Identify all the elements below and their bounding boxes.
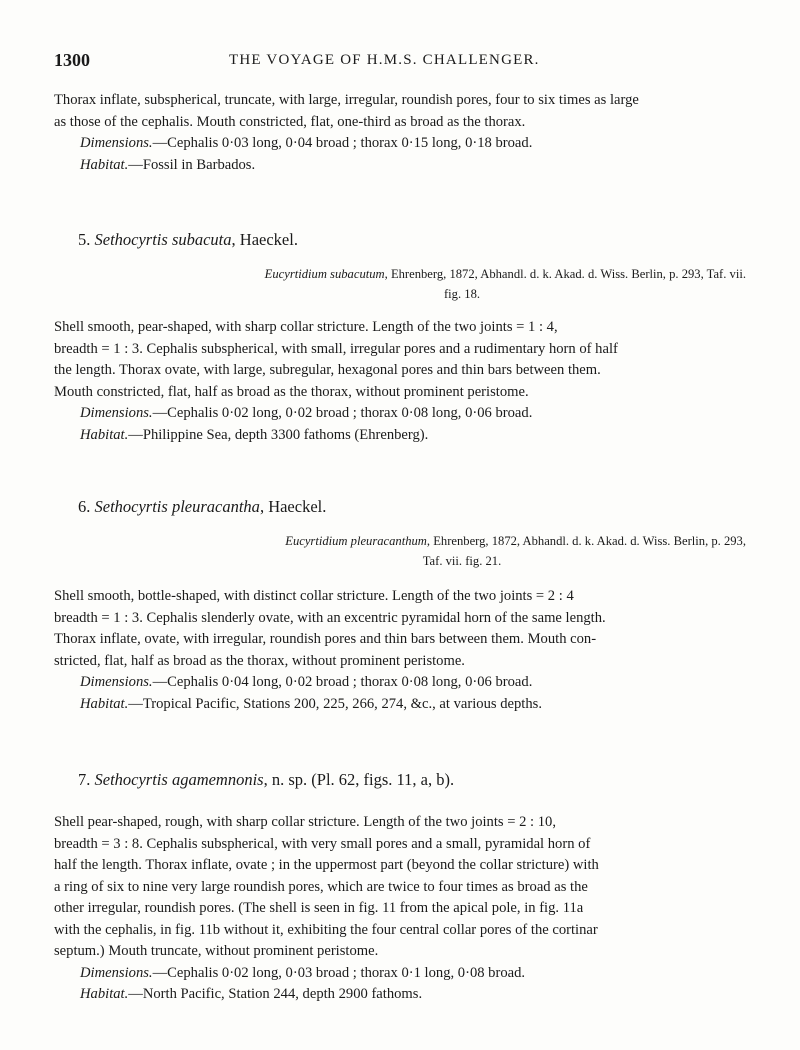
dimensions-text: —Cephalis 0·04 long, 0·02 broad ; thorax 0·08 long, 0·06 broad. [152,674,533,690]
dimensions-line [54,963,746,985]
species-heading [78,770,454,790]
description-line: breadth = 1 : 3. Cephalis slenderly ovate, with an excentric pyramidal horn of the same length. [54,609,606,626]
description-line: breadth = 3 : 8. Cephalis subspherical, with very small pores and a small, pyramidal horn of [54,835,591,852]
species-heading [78,497,326,517]
species-name: Sethocyrtis subacuta [94,230,232,249]
description-line: other irregular, roundish pores. (The shell is seen in fig. 11 from the apical pole, in fig. 11a [54,900,584,916]
description-line: stricted, flat, half as broad as the thorax, without prominent peristome. [54,652,465,669]
habitat-text: —Tropical Pacific, Stations 200, 225, 266, 274, &c., at various depths. [128,695,542,712]
habitat-line [54,155,746,177]
intro-section [54,90,746,176]
dimensions-line [54,133,746,155]
dimensions-label: Dimensions. [80,964,153,981]
synonym-reference [138,264,746,304]
species-name: Sethocyrtis agamemnonis [94,770,264,789]
dimensions-text: —Cephalis 0·02 long, 0·03 broad ; thorax 0·1 long, 0·08 broad. [152,964,526,981]
description-line: a ring of six to nine very large roundish pores, which are twice to four times as broad as the [54,878,588,895]
habitat-label: Habitat. [80,986,129,1002]
species-author: , n. sp. (Pl. 62, figs. 11, a, b). [263,770,455,789]
intro-line: Thorax inflate, subspherical, truncate, with large, irregular, roundish pores, four to six times as large [54,92,639,108]
species-number: 5. [78,230,91,249]
habitat-label: Habitat. [80,695,129,712]
description-line: Shell smooth, pear-shaped, with sharp collar stricture. Length of the two joints = 1 : 4, [54,319,558,335]
habitat-text: —Philippine Sea, depth 3300 fathoms (Ehrenberg). [128,426,429,443]
description-line: Shell smooth, bottle-shaped, with distinct collar stricture. Length of the two joints = 2 : 4 [54,588,574,604]
dimensions-line [54,403,746,425]
dimensions-text: —Cephalis 0·02 long, 0·02 broad ; thorax 0·08 long, 0·06 broad. [152,405,533,421]
habitat-line [54,694,746,716]
species-number: 6. [78,497,91,516]
dimensions-label: Dimensions. [80,674,153,690]
description-line: the length. Thorax ovate, with large, subregular, hexagonal pores and thin bars between them. [54,362,601,378]
page-number: 1300 [54,50,90,70]
synonym-reference [138,531,746,571]
reference-text: , Ehrenberg, 1872, Abhandl. d. k. Akad. d. Wiss. Berlin, p. 293, [426,534,746,548]
description-line: half the length. Thorax inflate, ovate ; in the uppermost part (beyond the collar stricture) with [54,857,599,873]
description-line: septum.) Mouth truncate, without prominent peristome. [54,943,379,959]
species-name: Sethocyrtis pleuracantha [94,497,260,516]
species-description [54,317,746,446]
species-heading [78,230,298,250]
description-line: with the cephalis, in fig. 11b without it, exhibiting the four central collar pores of the cortinar [54,921,598,938]
reference-name: Eucyrtidium subacutum [264,267,385,281]
habitat-label: Habitat. [80,156,129,173]
reference-text: fig. 18. [443,287,481,301]
dimensions-label: Dimensions. [80,405,153,421]
reference-name: Eucyrtidium pleuracanthum [285,534,427,548]
intro-line: as those of the cephalis. Mouth constricted, flat, one-third as broad as the thorax. [54,113,526,130]
dimensions-line [54,672,746,694]
running-title: THE VOYAGE OF H.M.S. CHALLENGER. [229,52,540,68]
habitat-text: —Fossil in Barbados. [128,156,256,173]
habitat-line [54,984,746,1006]
species-author: , Haeckel. [259,497,327,516]
description-line: Shell pear-shaped, rough, with sharp collar stricture. Length of the two joints = 2 : 10, [54,814,556,830]
species-description [54,812,746,1006]
habitat-text: —North Pacific, Station 244, depth 2900 fathoms. [128,986,423,1002]
species-author: , Haeckel. [231,230,298,249]
habitat-line [54,425,746,447]
page-header [54,50,746,74]
species-description [54,586,746,715]
species-number: 7. [78,770,91,789]
habitat-label: Habitat. [80,426,129,443]
dimensions-text: —Cephalis 0·03 long, 0·04 broad ; thorax 0·15 long, 0·18 broad. [152,135,533,151]
dimensions-label: Dimensions. [80,135,153,151]
description-line: breadth = 1 : 3. Cephalis subspherical, with small, irregular pores and a rudimentary horn of half [54,340,618,357]
description-line: Mouth constricted, flat, half as broad as the thorax, without prominent peristome. [54,383,529,400]
description-line: Thorax inflate, ovate, with irregular, roundish pores and thin bars between them. Mouth con- [54,631,597,647]
reference-text: Taf. vii. fig. 21. [422,554,502,568]
reference-text: , Ehrenberg, 1872, Abhandl. d. k. Akad. d. Wiss. Berlin, p. 293, Taf. vii. [384,267,746,281]
